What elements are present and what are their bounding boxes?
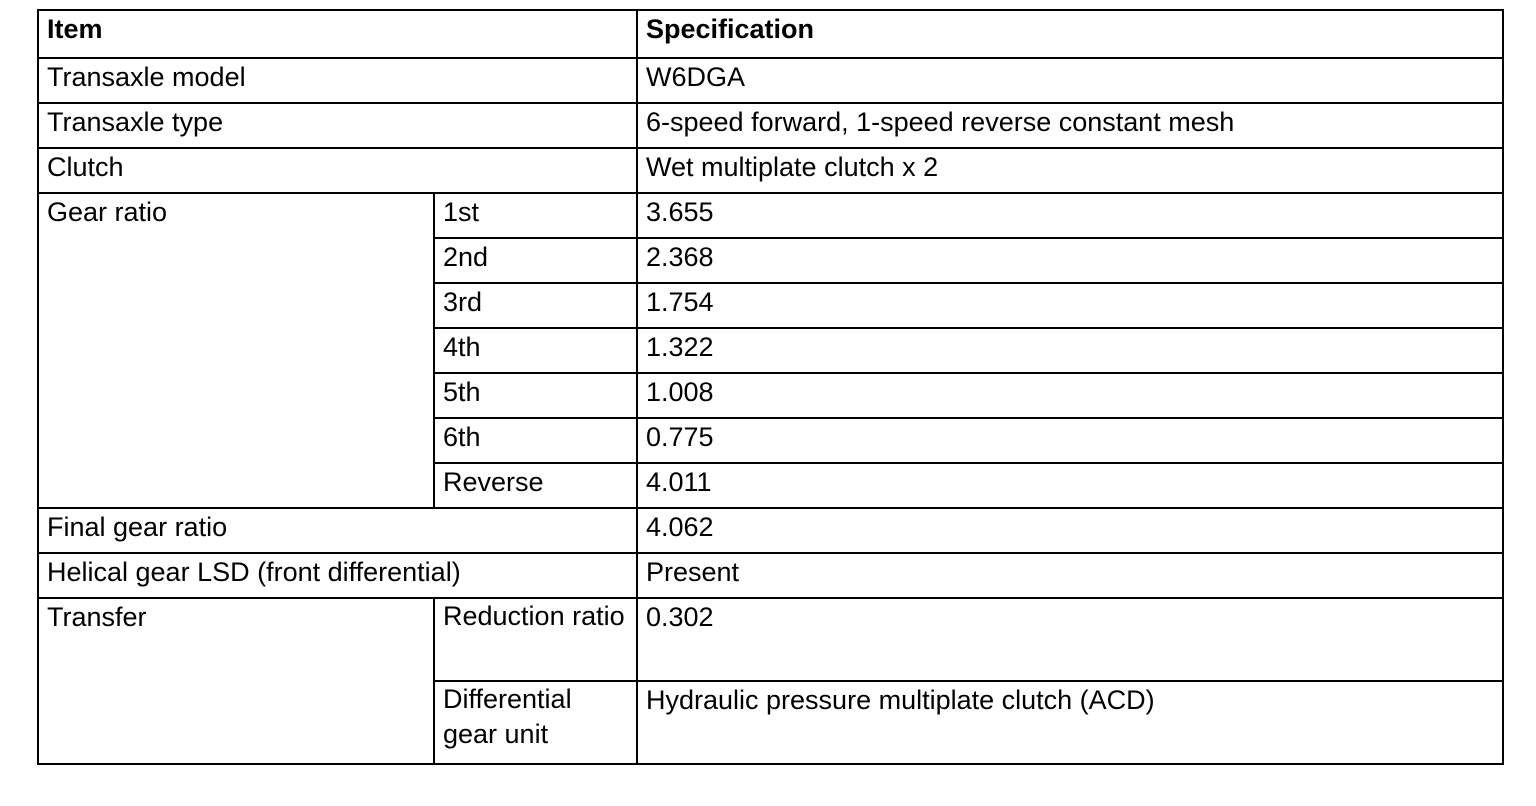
gear-name: 4th — [434, 328, 637, 373]
row-label-clutch: Clutch — [38, 148, 637, 193]
table-row — [38, 148, 1503, 193]
row-label-gear-ratio: Gear ratio — [38, 193, 434, 508]
gear-name: 1st — [434, 193, 637, 238]
gear-name: 6th — [434, 418, 637, 463]
row-value-helical-lsd: Present — [637, 553, 1503, 598]
gear-value: 1.754 — [637, 283, 1503, 328]
gear-value: 3.655 — [637, 193, 1503, 238]
row-label-helical-lsd: Helical gear LSD (front differential) — [38, 553, 637, 598]
row-label-transfer: Transfer — [38, 598, 434, 764]
table-row — [38, 598, 1503, 681]
row-value-transaxle-type: 6-speed forward, 1-speed reverse constant mesh — [637, 103, 1503, 148]
gear-name: 3rd — [434, 283, 637, 328]
table-row — [38, 58, 1503, 103]
row-value-clutch: Wet multiplate clutch x 2 — [637, 148, 1503, 193]
gear-value: 1.322 — [637, 328, 1503, 373]
header-specification: Specification — [637, 10, 1503, 58]
row-value-transaxle-model: W6DGA — [637, 58, 1503, 103]
gear-name: 2nd — [434, 238, 637, 283]
row-label-transaxle-type: Transaxle type — [38, 103, 637, 148]
specification-table — [37, 9, 1504, 765]
transfer-reduction-ratio-label: Reduction ratio — [434, 598, 637, 681]
gear-value: 2.368 — [637, 238, 1503, 283]
row-label-final-gear-ratio: Final gear ratio — [38, 508, 637, 553]
row-label-transaxle-model: Transaxle model — [38, 58, 637, 103]
gear-value: 1.008 — [637, 373, 1503, 418]
table-row — [38, 508, 1503, 553]
transfer-differential-gear-unit-label: Differential gear unit — [434, 681, 637, 764]
table-row — [38, 103, 1503, 148]
transfer-reduction-ratio-value: 0.302 — [637, 598, 1503, 681]
row-value-final-gear-ratio: 4.062 — [637, 508, 1503, 553]
gear-name: 5th — [434, 373, 637, 418]
gear-value: 0.775 — [637, 418, 1503, 463]
table-row — [38, 553, 1503, 598]
table-row — [38, 193, 1503, 238]
header-item: Item — [38, 10, 637, 58]
transfer-differential-gear-unit-value: Hydraulic pressure multiplate clutch (ACD) — [637, 681, 1503, 764]
gear-name: Reverse — [434, 463, 637, 508]
table-header-row — [38, 10, 1503, 58]
gear-value: 4.011 — [637, 463, 1503, 508]
